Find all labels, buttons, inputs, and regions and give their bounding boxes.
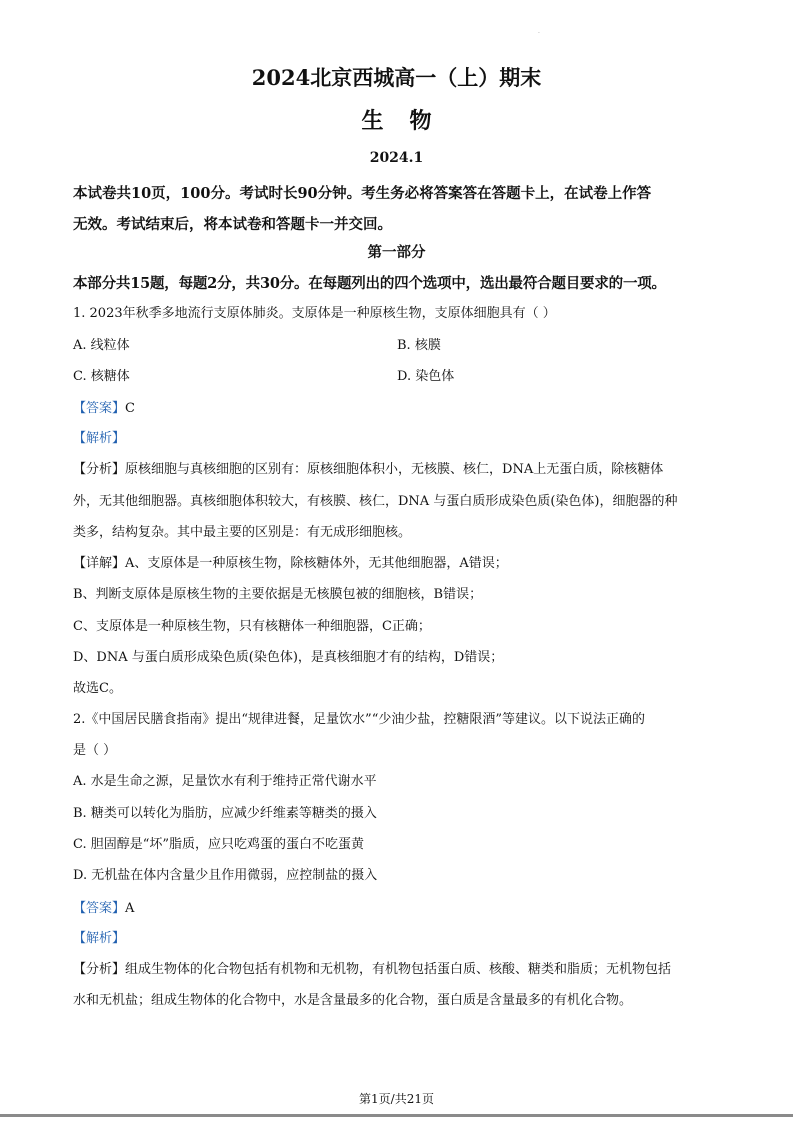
q1-option-a: A. 线粒体 <box>73 338 130 353</box>
exam-date: 2024.1 <box>369 150 424 166</box>
exam-title: 2024北京西城高一（上）期末 <box>251 65 542 90</box>
q1-option-b: B. 核膜 <box>397 338 441 353</box>
q2-fenxi-line <box>73 954 733 985</box>
q2-option-d: D. 无机盐在体内含量少且作用微弱，应控制盐的摄入 <box>73 868 378 883</box>
q1-stem: 1. 2023年秋季多地流行支原体肺炎。支原体是一种原核生物，支原体细胞具有（ ） <box>73 306 556 321</box>
q2-option-b: B. 糖类可以转化为脂肪，应减少纤维素等糖类的摄入 <box>73 806 377 821</box>
instruction-line: 无效。考试结束后，将本试卷和答题卡一并交回。 <box>73 216 392 233</box>
q1-detail-line <box>73 548 733 579</box>
bottom-divider <box>0 1114 793 1117</box>
instructions <box>73 178 723 240</box>
q2-stem: 是（ ） <box>73 743 117 758</box>
q1-option-c: C. 核糖体 <box>73 369 130 384</box>
subject-heading: 生物 <box>361 108 458 134</box>
q1-answer-line <box>73 393 733 424</box>
q1-conclusion: 故选C。 <box>73 681 122 696</box>
q2-analysis-tag: 【解析】 <box>73 931 126 946</box>
q2-answer: A <box>125 901 135 916</box>
q1-detail-line: C、支原体是一种原核生物，只有核糖体一种细胞器，C正确； <box>73 619 431 634</box>
part-description: 本部分共15题，每题2分，共30分。在每题列出的四个选项中，选出最符合题目要求的一项。 <box>73 275 666 292</box>
fenxi-tag: 【分析】 <box>73 462 126 477</box>
q1-fenxi-line: 外，无其他细胞器。真核细胞体积较大，有核膜、核仁，DNA 与蛋白质形成染色质(染色体)，细胞器的种 <box>73 494 678 509</box>
q2-option-c: C. 胆固醇是“坏”脂质，应只吃鸡蛋的蛋白不吃蛋黄 <box>73 837 365 852</box>
q1-fenxi-line: 类多，结构复杂。其中最主要的区别是：有无成形细胞核。 <box>73 525 412 540</box>
q1-analysis-tag: 【解析】 <box>73 431 126 446</box>
answer-tag: 【答案】 <box>73 901 126 916</box>
part-title: 第一部分 <box>367 244 426 261</box>
detail-text: A、支原体是一种原核生物，除核糖体外，无其他细胞器，A错误； <box>125 556 508 571</box>
page-number: 第1页/共21页 <box>359 1092 434 1106</box>
corner-dot: · <box>538 30 540 37</box>
q2-stem: 2.《中国居民膳食指南》提出“规律进餐，足量饮水”“少油少盐，控糖限酒”等建议。以下说法正确的 <box>73 712 645 727</box>
fenxi-text: 原核细胞与真核细胞的区别有：原核细胞体积小，无核膜、核仁，DNA上无蛋白质，除核糖体 <box>125 462 664 477</box>
answer-tag: 【答案】 <box>73 401 126 416</box>
q2-option-a: A. 水是生命之源，足量饮水有利于维持正常代谢水平 <box>73 774 377 789</box>
fenxi-tag: 【分析】 <box>73 962 126 977</box>
detail-tag: 【详解】 <box>73 556 126 571</box>
q2-answer-line <box>73 893 733 924</box>
q1-answer: C <box>125 401 135 416</box>
q1-detail-line: B、判断支原体是原核生物的主要依据是无核膜包被的细胞核，B错误； <box>73 587 483 602</box>
fenxi-text: 组成生物体的化合物包括有机物和无机物，有机物包括蛋白质、核酸、糖类和脂质；无机物包括 <box>125 962 672 977</box>
q1-option-d: D. 染色体 <box>397 369 455 384</box>
q1-fenxi-line <box>73 454 733 485</box>
q1-detail-line: D、DNA 与蛋白质形成染色质(染色体)，是真核细胞才有的结构，D错误； <box>73 650 504 665</box>
q2-fenxi-line: 水和无机盐；组成生物体的化合物中，水是含量最多的化合物，蛋白质是含量最多的有机化合物。 <box>73 993 633 1008</box>
instruction-line: 本试卷共10页，100分。考试时长90分钟。考生务必将答案答在答题卡上，在试卷上作答 <box>73 185 652 202</box>
